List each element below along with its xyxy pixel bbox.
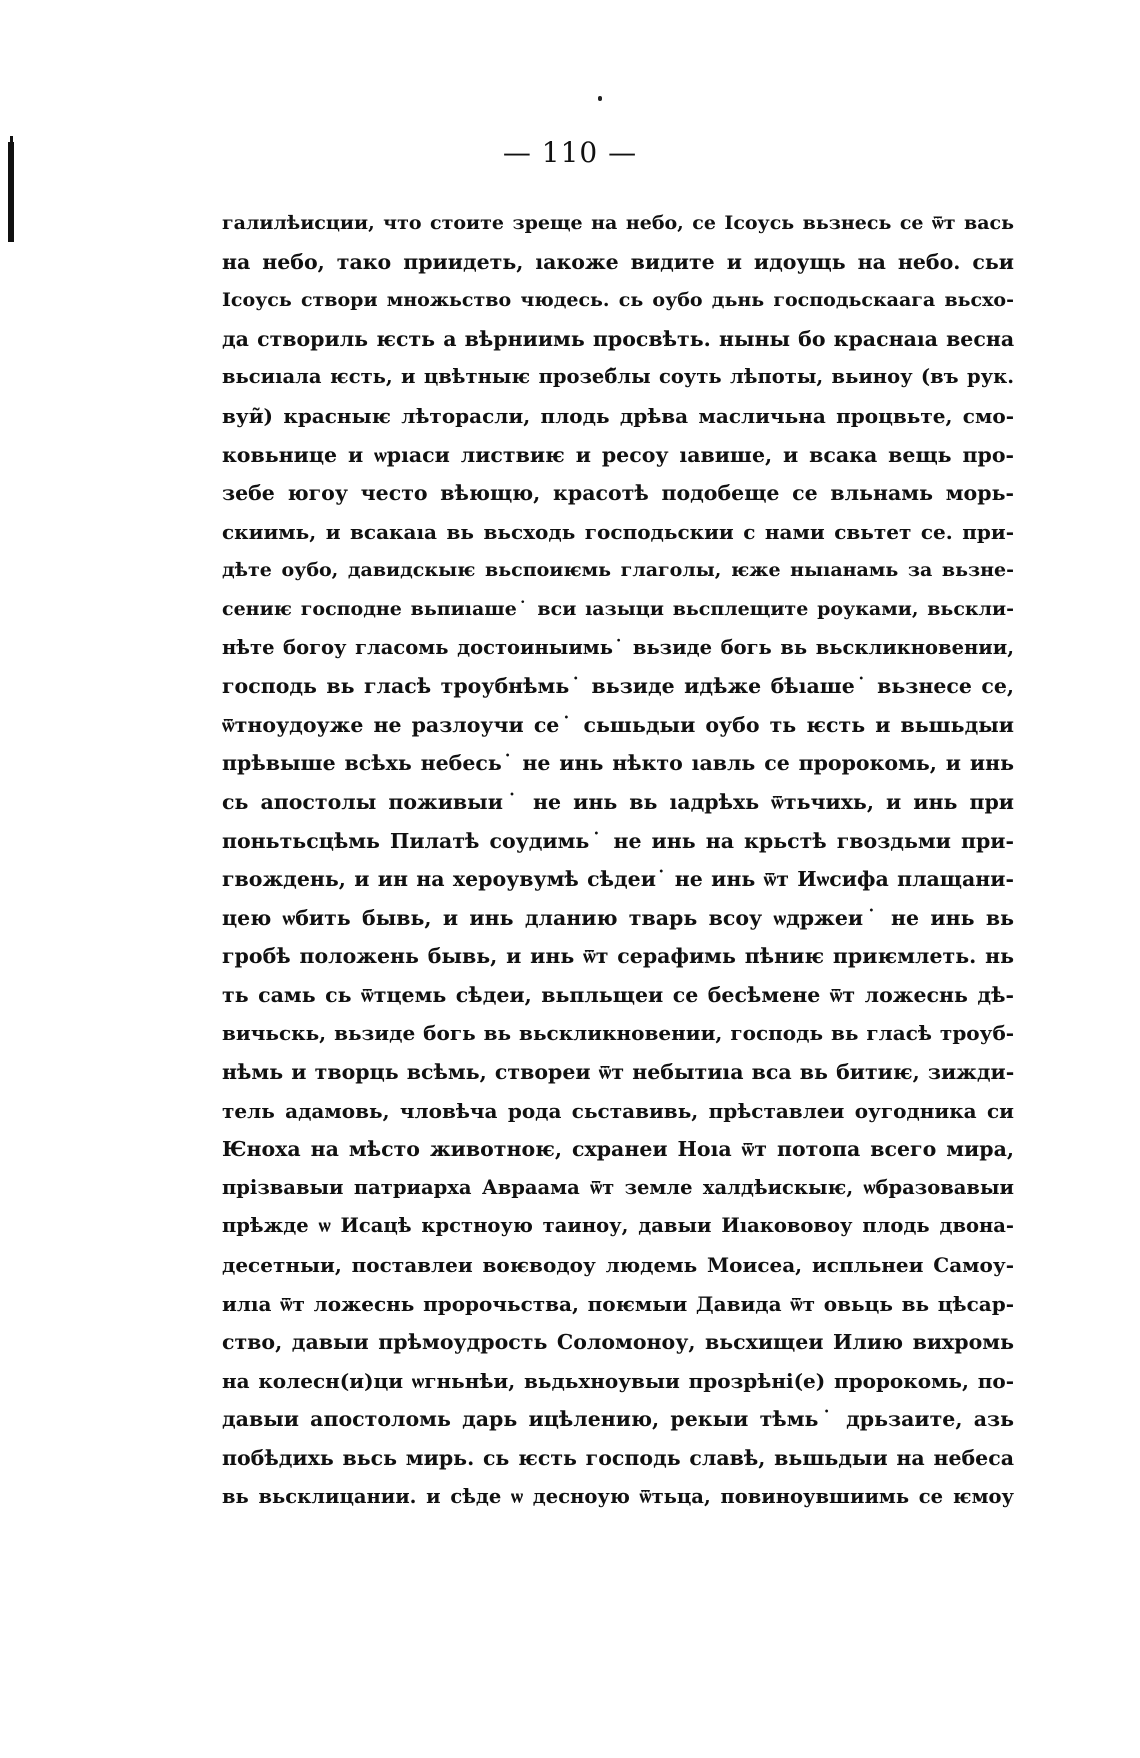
text-line: ѿтноудоуже не разлоучи се˙ сьшьдыи оубо ть ѥсть и вьшьдыи [222,712,1014,737]
text-line: вьсиıала ѥсть, и цвѣтныѥ прозеб̃лы соуть лѣпоты, вьиноу (въ рук. [222,365,1014,389]
text-line: ть самь сь ѿтцемь сѣдеи, вьпльщеи се бесѣмене ѿт ложеснь дѣ- [222,982,1014,1007]
text-line: гробѣ положень бывь, и инь ѿт серафимь пѣниѥ приѥмлеть. нь [222,944,1014,969]
text-line: Ѥноха на мѣсто животноѥ, схранеи Ноıа ѿт потопа всего мира, [222,1137,1014,1162]
text-line: да створиль ѥсть а вѣрниимь просвѣть. ныны бо краснаıа весна [222,326,1014,351]
text-line: цею ѡбить бывь, и инь дланию тварь всоу ѡдржеи˙ не инь вь [222,905,1014,930]
body-text [222,204,1014,1516]
text-line: илıа ѿт ложеснь пророчьства, поѥмыи Давида ѿт овьць вь цѣсар- [222,1291,1014,1316]
text-line: на небо, тако приидеть, ıакоже видите и идоущь на небо. сьи [222,249,1014,274]
text-line: давыи апостоломь дарь ицѣлению, рекыи тѣмь˙ дрьзаите, азь [222,1407,1014,1432]
text-line: тель адамовь, чловѣча рода сьставивь, прѣставлеи оугодника си [222,1098,1014,1123]
text-line: прѣжде ѡ Исацѣ крстноую таиноу, давыи Иıакововоу плодь двона- [222,1214,1014,1238]
text-line: поньтьсцѣмь Пилатѣ соудимь˙ не инь на крьстѣ гвоздьми при- [222,828,1014,853]
text-line: десетныи, поставлеи воѥводоу людемь Моисеа, испльнеи Самоу- [222,1253,1014,1278]
text-line: вь вьсклицании. и сѣде ѡ десноую ѿтьца, повиноувшиимь се ѥмоу [222,1484,1014,1508]
text-line: на колесн(и)ци ѡгньнѣи, вьдьхноувыи прозрѣні(е) пророкомь, по- [222,1368,1014,1393]
text-line: сениѥ господне вьпиıаше˙ вси ıазыци вьсплещите роуками, вьскли- [222,597,1014,620]
text-line: господь вь гласѣ троубнѣмь˙ вьзиде идѣже бѣıаше˙ вьзнесе се, [222,674,1014,699]
text-line: вуи̃) красныѥ лѣторасли, плодь дрѣва масличьна процвьте, смо- [222,403,1014,428]
text-line: гвождень, и ин на хероувумѣ сѣдеи˙ не инь ѿт Иѡсифа плащани- [222,867,1014,892]
text-line: дѣте оубо, давидскыѥ вьспоиѥмь глаголы, ѥже ныıанамь за вьзне- [222,559,1014,582]
text-line: галилѣисции, что стоите зреще на небо, се Ісоусь вьзнесь се ѿт вась [222,212,1014,234]
text-line: скиимь, и всакаıа вь вьсходь господьскии с нами свьтет се. при- [222,519,1014,544]
text-line: прізвавыи патриарха Авраама ѿт земле халдѣискыѥ, ѡбразовавыи [222,1175,1014,1199]
text-line: зебе югоу често вѣющю, красотѣ подобеще се вльнамь морь- [222,481,1014,506]
text-line: побѣдихь вьсь мирь. сь ѥсть господь славѣ, вьшьдыи на небеса [222,1446,1014,1470]
text-line: сь апостолы поживыи˙ не инь вь ıадрѣхь ѿтьчихь, и инь при [222,789,1014,814]
text-line: нѣте богоу гласомь достоиныимь˙ вьзиде богь вь вьскликновении, [222,635,1014,659]
text-line: прѣвыше всѣхь небесь˙ не инь нѣкто ıавль се пророкомь, и инь [222,751,1014,776]
text-line: Ісоусь створи множьство чюдесь. сь оубо дьнь господьскаага вьсхо- [222,289,1014,312]
text-line: ковьнице и ѡрıаси листвиѥ и ресоу ıавише, и всака вещь про- [222,442,1014,467]
text-line: ство, давыи прѣмоудрость Соломоноу, вьсхищеи Илию вихромь [222,1330,1014,1355]
ink-speck [598,96,602,101]
text-line: вичьскь, вьзиде богь вь вьскликновении, господь вь гласѣ троуб- [222,1021,1014,1046]
text-line: нѣмь и творць всѣмь, створеи ѿт небытиıа вса вь битиѥ, зижди- [222,1060,1014,1085]
page-number: — 110 — [502,136,638,169]
